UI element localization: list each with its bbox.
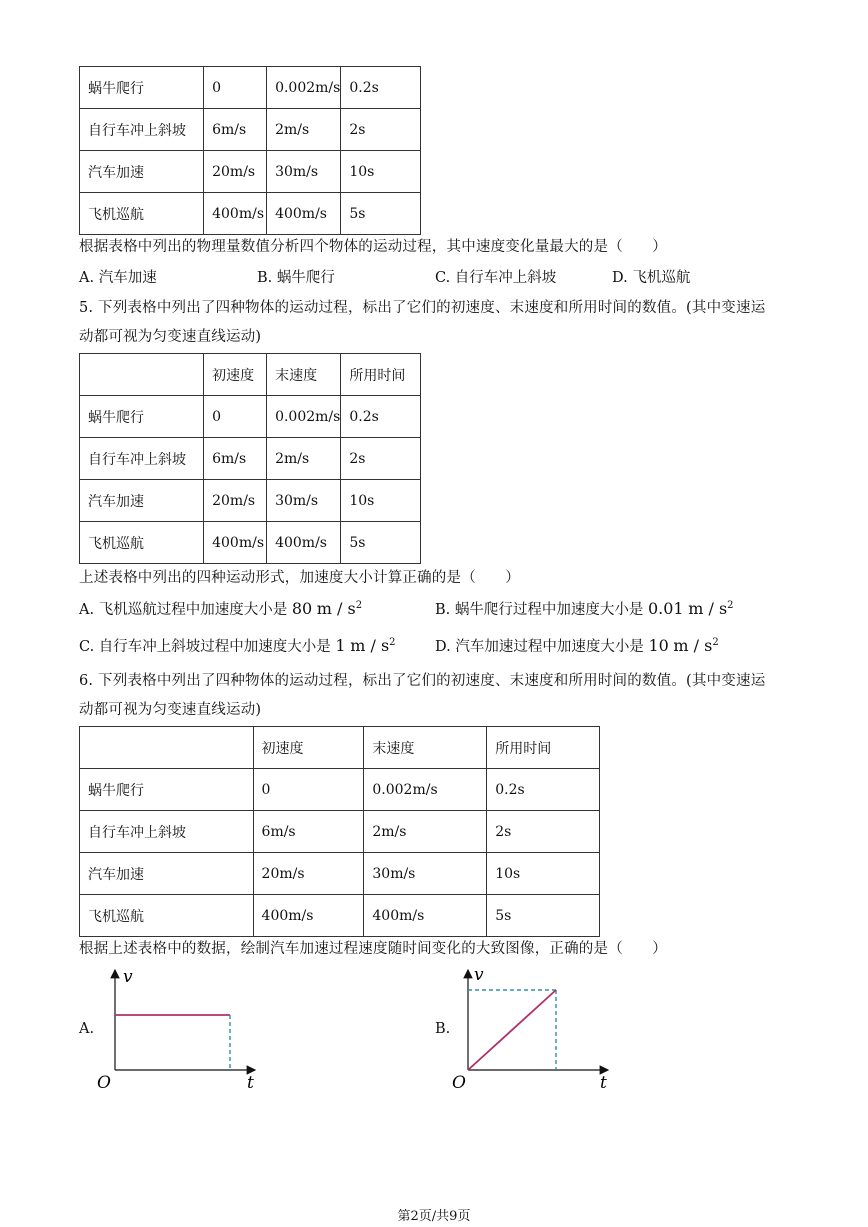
table-cell: 400m/s [204,522,267,564]
graph-a[interactable] [95,962,270,1094]
option-unit: m / s [316,599,356,618]
table-cell: 0.2s [341,67,421,109]
table-cell: 2m/s [364,811,487,853]
table-cell: 2m/s [267,109,341,151]
table-header-cell: 初速度 [204,354,267,396]
option-text: D. 汽车加速过程中加速度大小是 [435,639,644,655]
table-row [80,522,421,564]
option-value: 80 [291,599,313,618]
table-cell: 2s [341,109,421,151]
table-cell: 400m/s [267,522,341,564]
table-cell: 2s [487,811,600,853]
table-cell: 20m/s [204,151,267,193]
q4-stem: 根据表格中列出的物理量数值分析四个物体的运动过程，其中速度变化量最大的是（ ） [79,239,667,255]
x-axis-label: t [247,1073,254,1093]
table-cell: 10s [341,151,421,193]
table-cell: 400m/s [253,895,364,937]
table-cell: 30m/s [267,151,341,193]
option-value: 10 [648,636,669,655]
table-row [80,151,421,193]
option-unit: m / s [673,636,713,655]
q6-intro-line1: 6. 下列表格中列出了四种物体的运动过程，标出了它们的初速度、末速度和所用时间的数值。(其中变速运 [79,673,766,689]
table-cell: 0 [204,67,267,109]
table-cell: 400m/s [204,193,267,235]
table-cell: 蜗牛爬行 [80,396,204,438]
table-cell: 400m/s [364,895,487,937]
table-cell: 0.002m/s [267,396,341,438]
q5-intro-line1: 5. 下列表格中列出了四种物体的运动过程，标出了它们的初速度、末速度和所用时间的数值。(其中变速运 [79,300,766,316]
table-cell: 汽车加速 [80,480,204,522]
table-cell: 0.2s [487,769,600,811]
q4-option-b[interactable]: B. 蜗牛爬行 [257,270,335,286]
table-row [80,853,600,895]
table-row [80,109,421,151]
x-axis-label: t [600,1073,607,1093]
table-cell: 2s [341,438,421,480]
table-cell: 汽车加速 [80,151,204,193]
option-value: 0.01 [647,599,684,618]
table-cell: 0.002m/s [364,769,487,811]
table-cell: 0 [204,396,267,438]
option-text: C. 自行车冲上斜坡过程中加速度大小是 [79,639,331,655]
table-header-cell: 所用时间 [487,727,600,769]
option-exponent: 2 [389,637,396,649]
q6-intro-line2: 动都可视为匀变速直线运动) [79,702,262,718]
table-cell: 6m/s [204,438,267,480]
table-cell: 10s [341,480,421,522]
table-cell: 6m/s [253,811,364,853]
table-cell: 6m/s [204,109,267,151]
table-row [80,67,421,109]
table-cell: 飞机巡航 [80,522,204,564]
table-header-cell: 末速度 [267,354,341,396]
q4-option-c[interactable]: C. 自行车冲上斜坡 [435,270,557,286]
graph-b[interactable] [450,962,620,1094]
table-cell: 30m/s [267,480,341,522]
table-cell: 10s [487,853,600,895]
option-unit: m / s [350,636,390,655]
q5-stem: 上述表格中列出的四种运动形式，加速度大小计算正确的是（ ） [79,570,520,586]
table-cell: 0.002m/s [267,67,341,109]
q5-option-a[interactable] [79,598,362,619]
q5-intro-line2: 动都可视为匀变速直线运动) [79,329,262,345]
table-cell: 400m/s [267,193,341,235]
table-cell: 自行车冲上斜坡 [80,438,204,480]
option-value: 1 [335,636,346,655]
table-2 [79,353,421,564]
table-header-row [80,727,600,769]
option-exponent: 2 [727,600,734,612]
table-cell: 20m/s [204,480,267,522]
table-cell: 0 [253,769,364,811]
table-cell: 自行车冲上斜坡 [80,109,204,151]
option-text: A. 飞机巡航过程中加速度大小是 [79,602,288,618]
table-cell: 5s [341,193,421,235]
option-text: B. 蜗牛爬行过程中加速度大小是 [435,602,644,618]
table-header-cell [80,354,204,396]
table-cell: 蜗牛爬行 [80,67,204,109]
table-header-cell [80,727,254,769]
q5-option-d[interactable] [435,635,719,656]
q6-stem: 根据上述表格中的数据，绘制汽车加速过程速度随时间变化的大致图像，正确的是（ ） [79,941,667,957]
table-header-cell: 末速度 [364,727,487,769]
q4-option-a[interactable]: A. 汽车加速 [79,270,157,286]
table-row [80,769,600,811]
origin-label: O [452,1073,466,1093]
y-axis-label: v [123,967,133,987]
table-cell: 飞机巡航 [80,895,254,937]
table-header-cell: 所用时间 [341,354,421,396]
table-1 [79,66,421,235]
option-unit: m / s [688,599,728,618]
table-3 [79,726,600,937]
q6-option-a-label[interactable]: A. [79,1021,95,1037]
table-cell: 0.2s [341,396,421,438]
table-header-row [80,354,421,396]
table-cell: 自行车冲上斜坡 [80,811,254,853]
q5-option-b[interactable] [435,598,734,619]
y-axis-label: v [474,965,484,985]
q6-option-b-label[interactable]: B. [435,1021,451,1037]
table-cell: 20m/s [253,853,364,895]
option-exponent: 2 [355,600,363,612]
table-cell: 5s [341,522,421,564]
table-cell: 5s [487,895,600,937]
table-cell: 蜗牛爬行 [80,769,254,811]
table-row [80,193,421,235]
table-row [80,396,421,438]
option-exponent: 2 [712,637,719,649]
q4-option-d[interactable]: D. 飞机巡航 [612,270,691,286]
page-footer: 第2页/共9页 [397,1209,471,1224]
q5-option-c[interactable] [79,635,396,656]
table-cell: 30m/s [364,853,487,895]
table-row [80,480,421,522]
table-cell: 2m/s [267,438,341,480]
velocity-line [468,990,556,1070]
table-cell: 飞机巡航 [80,193,204,235]
table-row [80,895,600,937]
origin-label: O [97,1073,111,1093]
table-header-cell: 初速度 [253,727,364,769]
table-row [80,811,600,853]
table-row [80,438,421,480]
table-cell: 汽车加速 [80,853,254,895]
